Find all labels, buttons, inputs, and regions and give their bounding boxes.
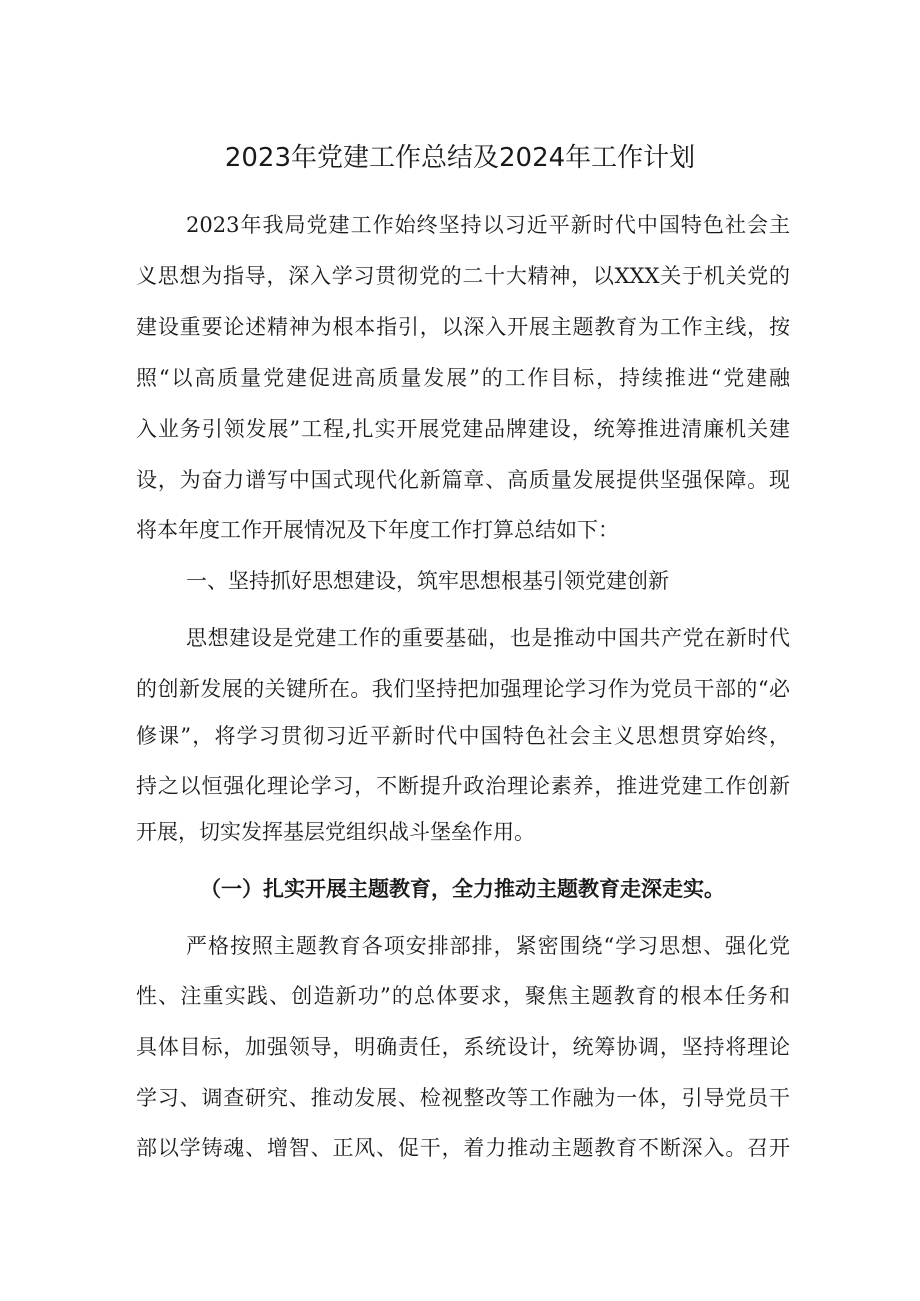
paragraph-line: 设，为奋力谱写中国式现代化新篇章、高质量发展提供坚强保障。现 [136, 468, 790, 492]
paragraph-line: 修课”，将学习贯彻习近平新时代中国特色社会主义思想贯穿始终， [136, 724, 790, 748]
document-title: 2023年党建工作总结及2024年工作计划 [224, 143, 696, 173]
subsection-heading: （一）扎实开展主题教育，全力推动主题教育走深走实。 [200, 877, 725, 901]
paragraph-line: 建设重要论述精神为根本指引，以深入开展主题教育为工作主线，按 [136, 315, 790, 339]
paragraph-line: 思想建设是党建工作的重要基础，也是推动中国共产党在新时代 [186, 626, 790, 650]
paragraph-line: 学习、调查研究、推动发展、检视整改等工作融为一体，引导党员干 [136, 1086, 790, 1110]
paragraph-line: 具体目标，加强领导，明确责任，系统设计，统筹协调，坚持将理论 [136, 1035, 790, 1059]
paragraph-line: 的创新发展的关键所在。我们坚持把加强理论学习作为党员干部的“必 [136, 677, 790, 701]
paragraph-line: 开展，切实发挥基层党组织战斗堡垒作用。 [136, 820, 535, 844]
paragraph-line: 义思想为指导，深入学习贯彻党的二十大精神，以XXX关于机关党的 [136, 264, 790, 288]
paragraph-line: 将本年度工作开展情况及下年度工作打算总结如下： [136, 518, 619, 542]
paragraph-line: 部以学铸魂、增智、正风、促干，着力推动主题教育不断深入。召开 [136, 1136, 790, 1160]
paragraph-line: 严格按照主题教育各项安排部排，紧密围绕“学习思想、强化党 [186, 934, 790, 958]
section-heading: 一、坚持抓好思想建设，筑牢思想根基引领党建创新 [186, 569, 669, 593]
paragraph-line: 持之以恒强化理论学习，不断提升政治理论素养，推进党建工作创新 [136, 774, 790, 798]
paragraph-line: 性、注重实践、创造新功”的总体要求，聚焦主题教育的根本任务和 [136, 984, 790, 1008]
paragraph-line: 照“以高质量党建促进高质量发展”的工作目标，持续推进“党建融 [136, 366, 790, 390]
paragraph-line: 入业务引领发展”工程,扎实开展党建品牌建设，统筹推进清廉机关建 [136, 417, 790, 441]
paragraph-line: 2023年我局党建工作始终坚持以习近平新时代中国特色社会主 [186, 213, 790, 237]
